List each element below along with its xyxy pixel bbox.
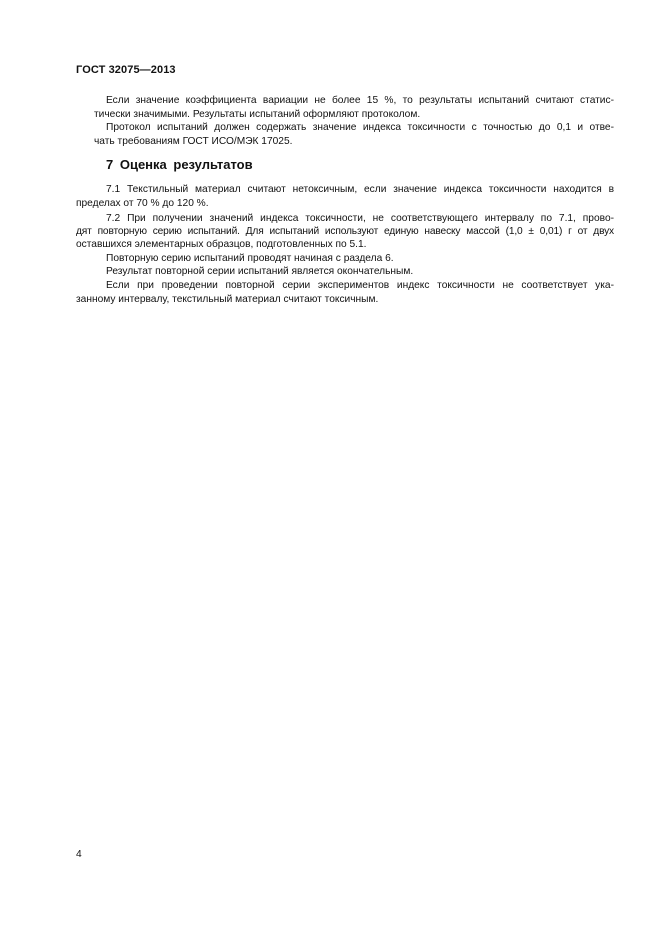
paragraph-line: чать требованиям ГОСТ ИСО/МЭК 17025. (94, 136, 293, 147)
paragraph-line: занному интервалу, текстильный материал считают токсичным. (76, 294, 379, 305)
paragraph-line: оставшихся элементарных образцов, подготовленных по 5.1. (76, 239, 367, 250)
paragraph-line: тически значимыми. Результаты испытаний оформляют протоколом. (94, 109, 421, 120)
document-number: ГОСТ 32075—2013 (76, 64, 176, 76)
paragraph-line: Повторную серию испытаний проводят начиная с раздела 6. (106, 253, 394, 264)
paragraph-line: Если при проведении повторной серии экспериментов индекс токсичности не соответствует ука- (106, 280, 614, 291)
section-heading: 7 Оценка результатов (106, 157, 253, 172)
page-number: 4 (76, 849, 82, 860)
paragraph-line: Если значение коэффициента вариации не более 15 %, то результаты испытаний считают статис- (106, 95, 614, 106)
paragraph-line: пределах от 70 % до 120 %. (76, 198, 209, 209)
paragraph-line: 7.1 Текстильный материал считают нетоксичным, если значение индекса токсичности находится в (106, 184, 614, 195)
paragraph-line: Результат повторной серии испытаний является окончательным. (106, 266, 414, 277)
paragraph-line: Протокол испытаний должен содержать значение индекса токсичности с точностью до 0,1 и отве- (106, 122, 614, 133)
paragraph-line: дят повторную серию испытаний. Для испытаний используют единую навеску массой (1,0 ± 0,01) г от двух (76, 226, 614, 237)
paragraph-line: 7.2 При получении значений индекса токсичности, не соответствующего интервалу по 7.1, прово- (106, 213, 614, 224)
